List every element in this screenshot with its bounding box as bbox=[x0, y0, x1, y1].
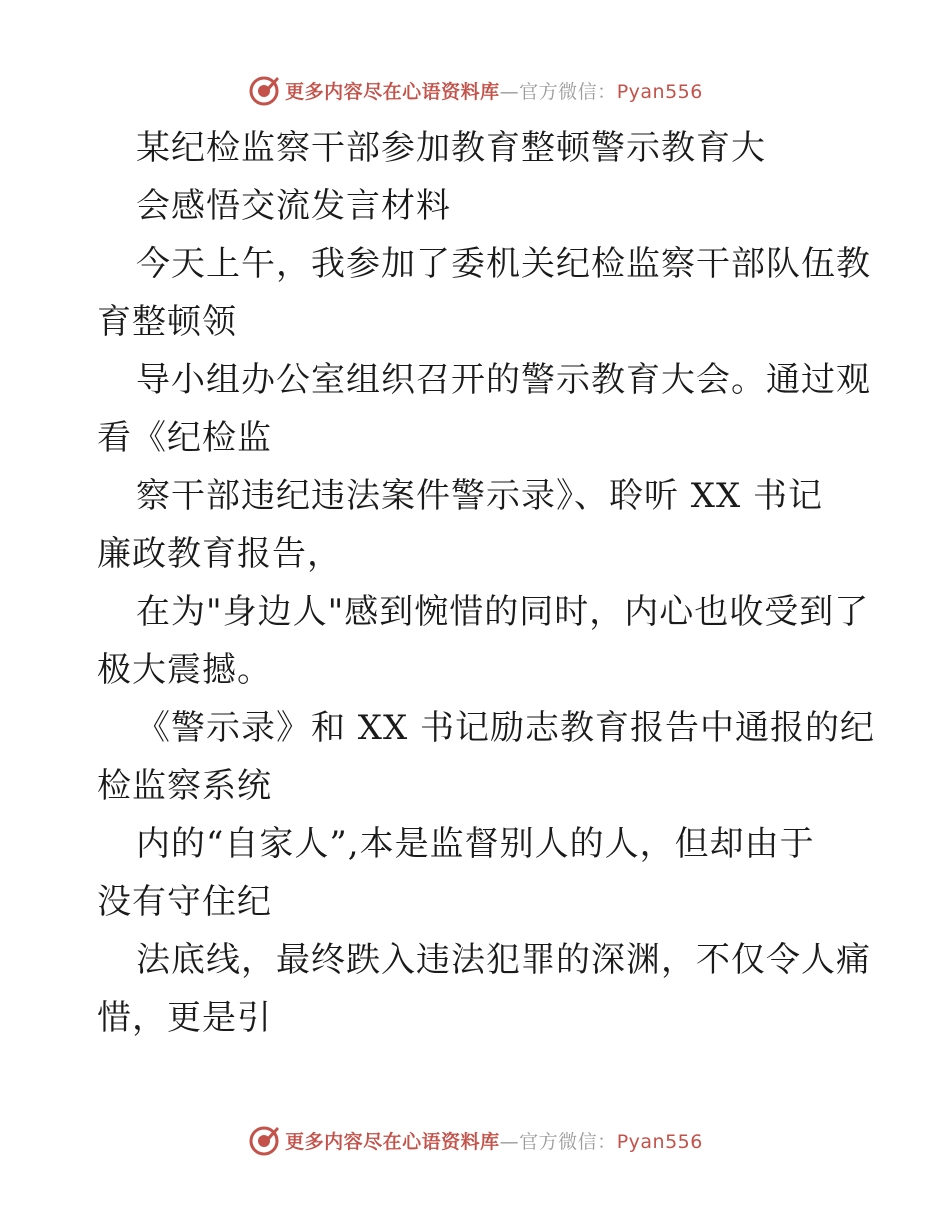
doc-text-line: 《警示录》和 XX 书记励志教育报告中通报的纪 bbox=[136, 708, 876, 748]
doc-title-line-1: 某纪检监察干部参加教育整顿警示教育大 bbox=[136, 128, 766, 168]
doc-text-line: 内的“自家人”,本是监督别人的人，但却由于 bbox=[136, 824, 815, 864]
banner-text bbox=[285, 77, 703, 104]
doc-text-line: 今天上午，我参加了委机关纪检监察干部队伍教 bbox=[136, 244, 871, 284]
doc-text-line: 极大震撼。 bbox=[97, 650, 272, 690]
quill-seal-icon bbox=[247, 73, 281, 107]
doc-text-line: 没有守住纪 bbox=[97, 882, 272, 922]
footer-banner bbox=[0, 1120, 950, 1160]
doc-text-line: 看《纪检监 bbox=[97, 418, 272, 458]
banner-wechat-id: Pyan556 bbox=[616, 80, 703, 103]
doc-text-line: 法底线，最终跌入违法犯罪的深渊，不仅令人痛 bbox=[136, 940, 871, 980]
doc-text-line: 导小组办公室组织召开的警示教育大会。通过观 bbox=[136, 360, 871, 400]
doc-text-line: 育整顿领 bbox=[97, 302, 237, 342]
banner-dash: — bbox=[499, 80, 520, 103]
doc-text-line: 在为"身边人"感到惋惜的同时，内心也收受到了 bbox=[136, 592, 870, 632]
doc-text-line: 惜，更是引 bbox=[97, 998, 272, 1038]
doc-text-line: 察干部违纪违法案件警示录》、聆听 XX 书记 bbox=[136, 476, 824, 516]
quill-seal-icon bbox=[247, 1123, 281, 1157]
doc-text-line: 廉政教育报告， bbox=[97, 534, 342, 574]
banner-dash: — bbox=[499, 1130, 520, 1153]
banner-wechat-id: Pyan556 bbox=[616, 1130, 703, 1153]
banner-wechat-label: 官方微信： bbox=[519, 80, 617, 103]
banner-wechat-label: 官方微信： bbox=[519, 1130, 617, 1153]
header-banner bbox=[0, 70, 950, 110]
banner-site-name: 更多内容尽在心语资料库 bbox=[285, 1130, 500, 1153]
banner-text bbox=[285, 1127, 703, 1154]
banner-site-name: 更多内容尽在心语资料库 bbox=[285, 80, 500, 103]
doc-text-line: 检监察系统 bbox=[97, 766, 272, 806]
doc-title-line-2: 会感悟交流发言材料 bbox=[136, 186, 451, 226]
